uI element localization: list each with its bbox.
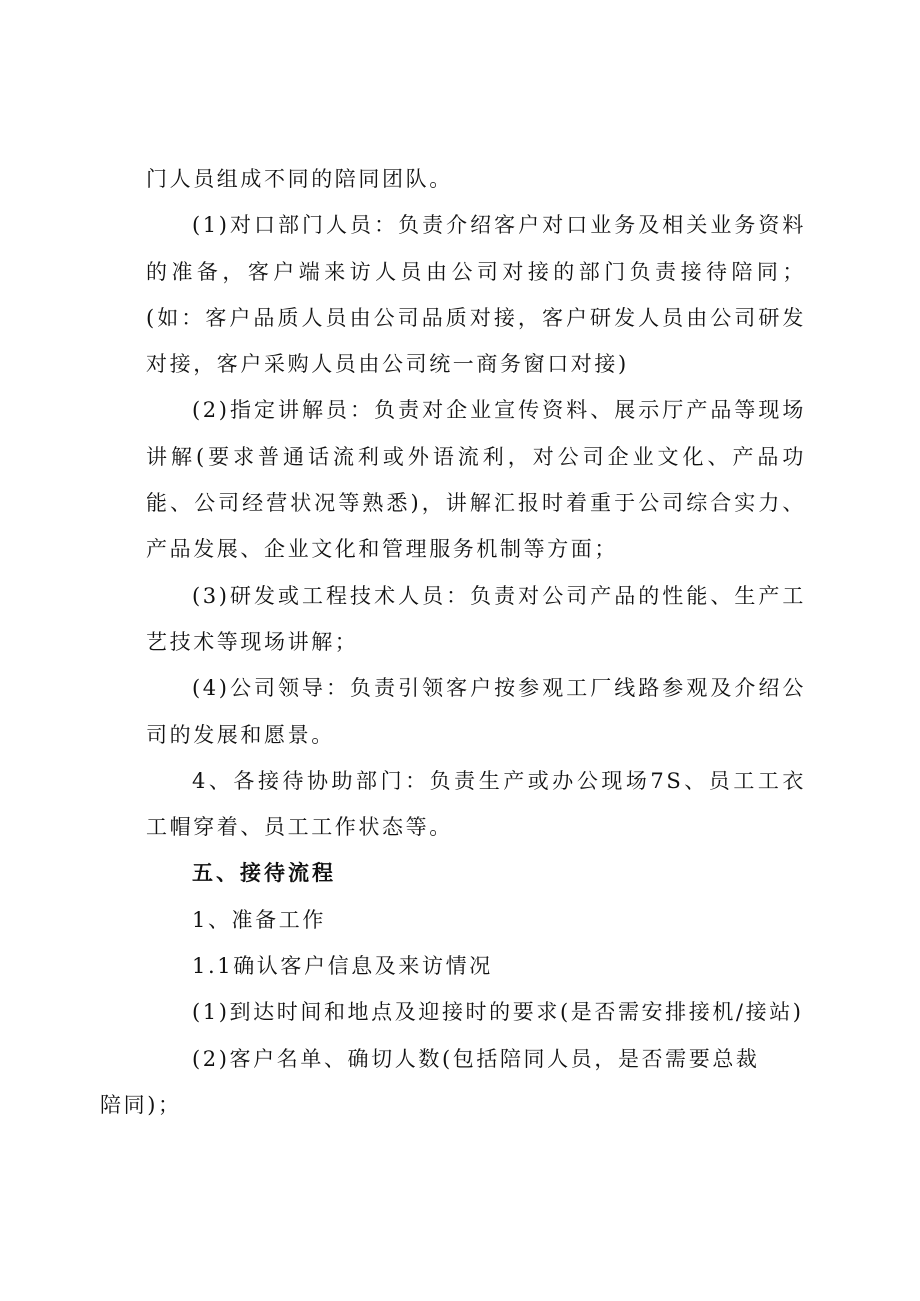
document-body [100,156,806,1128]
paragraph-section-4: 4、各接待协助部门：负责生产或办公现场7S、员工工衣工帽穿着、员工工作状态等。 [146,768,806,840]
paragraph-client-list [100,1036,806,1129]
section-heading: 五、接待流程 [192,861,336,886]
paragraph-arrival: (1)到达时间和地点及迎接时的要求(是否需安排接机/接站) [192,1000,804,1025]
paragraph-item-3: (3)研发或工程技术人员：负责对公司产品的性能、生产工艺技术等现场讲解； [146,583,806,654]
sub-heading-confirm-info: 1.1确认客户信息及来访情况 [192,954,493,979]
paragraph-item-1: (1)对口部门人员：负责介绍客户对口业务及相关业务资料的准备，客户端来访人员由公司对接的部门负责接待陪同；(如：客户品质人员由公司品质对接，客户研发人员由公司研发对接，客户采购人员由公司统一商务窗口对接) [146,213,806,377]
paragraph-client-list-line2: 陪同)； [100,1092,182,1117]
paragraph-item-4: (4)公司领导：负责引领客户按参观工厂线路参观及介绍公司的发展和愿景。 [146,676,806,747]
paragraph-continuation: 门人员组成不同的陪同团队。 [146,167,453,191]
paragraph-client-list-line1: (2)客户名单、确切人数(包括陪同人员，是否需要总裁 [192,1046,760,1071]
sub-heading-preparation: 1、准备工作 [192,907,326,932]
paragraph-item-2: (2)指定讲解员：负责对企业宣传资料、展示厅产品等现场讲解(要求普通话流利或外语流利，对公司企业文化、产品功能、公司经营状况等熟悉)，讲解汇报时着重于公司综合实力、产品发展、企业文化和管理服务机制等方面； [146,398,806,562]
